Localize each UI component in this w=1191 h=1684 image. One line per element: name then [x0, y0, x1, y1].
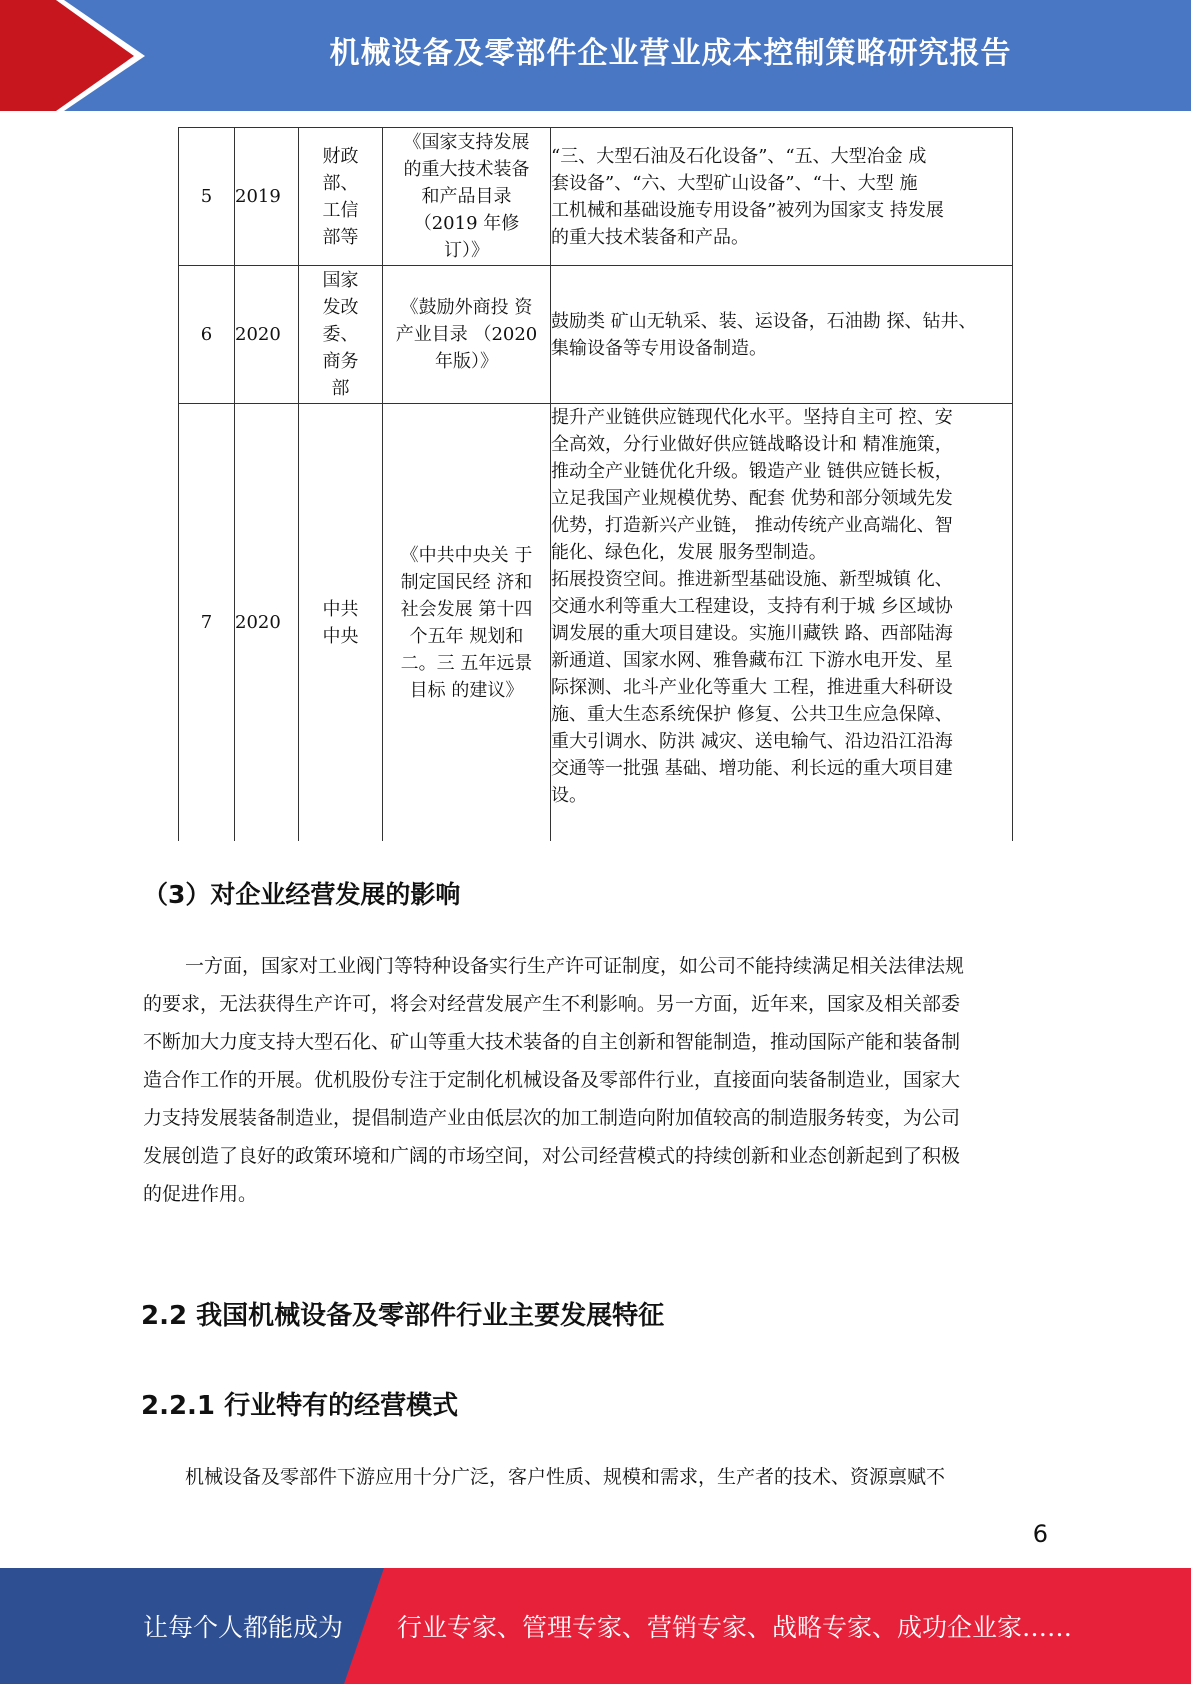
- row-department: 财政 部、 工信 部等: [299, 128, 383, 266]
- row-number: 7: [179, 404, 235, 842]
- row-department: 中共 中央: [299, 404, 383, 842]
- row-document: 《中共中央关 于 制定国民经 济和 社会发展 第十四 个五年 规划和 二。三 五年远景 目标 的建议》: [383, 404, 551, 842]
- header-arrow-icon: [0, 0, 160, 111]
- page-footer: [0, 1568, 1191, 1684]
- section-paragraph: 一方面，国家对工业阀门等特种设备实行生产许可证制度，如公司不能持续满足相关法律法规 的要求，无法获得生产许可，将会对经营发展产生不利影响。另一方面，近年来，国家及相关部委 不断加大力度支持大型石化、矿山等重大技术装备的自主创新和智能制造，推动国际产能和装备制 造合作工作的开展。优机股份专注于定制化机械设备及零部件行业，直接面向装备制造业，国家大 力支持发展装备制造业，提倡制造产业由低层次的加工制造向附加值较高的制造服务转变，为公司 发展创造了良好的政策环境和广阔的市场空间，对公司经营模式的持续创新和业态创新起到了积极 的促进作用。: [143, 955, 965, 1205]
- row-year: 2019: [235, 128, 299, 266]
- row-number: 6: [179, 266, 235, 404]
- table-row: [179, 266, 1013, 404]
- section-heading: （3）对企业经营发展的影响: [143, 880, 461, 909]
- policy-table: [178, 127, 1013, 841]
- footer-slogan-right: 行业专家、管理专家、营销专家、战略专家、成功企业家……: [397, 1613, 1073, 1642]
- table-row: [179, 128, 1013, 266]
- table-row: [179, 404, 1013, 842]
- section-paragraph: 机械设备及零部件下游应用十分广泛，客户性质、规模和需求，生产者的技术、资源禀赋不: [185, 1466, 946, 1488]
- row-document: 《鼓励外商投 资 产业目录 （2020 年版）》: [383, 266, 551, 404]
- footer-slogan-left: 让每个人都能成为: [143, 1613, 344, 1642]
- row-document: 《国家支持发展 的重大技术装备 和产品目录 （2019 年修 订）》: [383, 128, 551, 266]
- header-title: 机械设备及零部件企业营业成本控制策略研究报告: [329, 36, 1012, 71]
- row-number: 5: [179, 128, 235, 266]
- row-department: 国家 发改 委、 商务 部: [299, 266, 383, 404]
- row-year: 2020: [235, 266, 299, 404]
- row-content: 鼓励类 矿山无轨采、装、运设备，石油勘 探、钻井、 集输设备等专用设备制造。: [551, 266, 1013, 404]
- subsection-heading: 2.2.1 行业特有的经营模式: [141, 1391, 459, 1421]
- page-number: 6: [1032, 1520, 1048, 1548]
- row-content: 提升产业链供应链现代化水平。坚持自主可 控、安 全高效，分行业做好供应链战略设计和 精准施策， 推动全产业链优化升级。锻造产业 链供应链长板， 立足我国产业规模优势、配套 优势和部分领域先发 优势，打造新兴产业链， 推动传统产业高端化、智 能化、绿色化，发展 服务型制造。 拓展投资空间。推进新型基础设施、新型城镇 化、 交通水利等重大工程建设，支持有利于城 乡区域协 调发展的重大项目建设。实施川藏铁 路、西部陆海 新通道、国家水网、雅鲁藏布江 下游水电开发、星 际探测、北斗产业化等重大 工程，推进重大科研设 施、重大生态系统保护 修复、公共卫生应急保障、 重大引调水、防洪 减灾、送电输气、沿边沿江沿海 交通等一批强 基础、增功能、利长远的重大项目建 设。: [551, 404, 1013, 842]
- page-header: [0, 0, 1191, 111]
- row-content: “三、大型石油及石化设备”、“五、大型冶金 成 套设备”、“六、大型矿山设备”、“十、大型 施 工机械和基础设施专用设备”被列为国家支 持发展 的重大技术装备和产品。: [551, 128, 1013, 266]
- chapter-heading: 2.2 我国机械设备及零部件行业主要发展特征: [141, 1301, 665, 1331]
- row-year: 2020: [235, 404, 299, 842]
